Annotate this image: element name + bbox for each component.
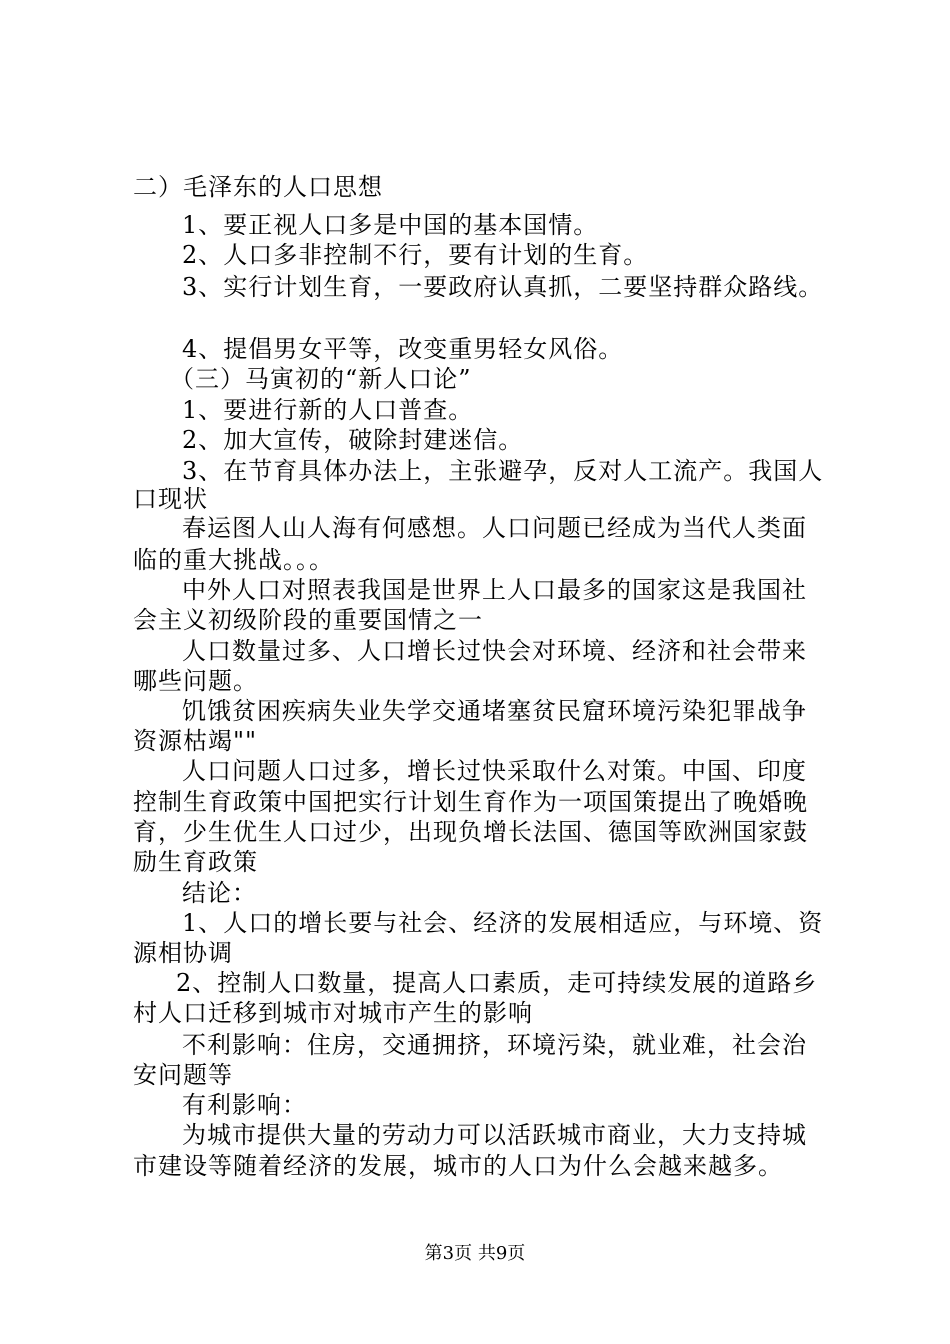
text-line: 中外人口对照表我国是世界上人口最多的国家这是我国社: [182, 576, 807, 604]
text-line: 资源枯竭"": [133, 727, 258, 755]
text-line: 励生育政策: [133, 848, 258, 876]
text-line: 3、在节育具体办法上，主张避孕，反对人工流产。我国人: [182, 457, 824, 485]
text-line: 安问题等: [133, 1061, 233, 1089]
text-line: 为城市提供大量的劳动力可以活跃城市商业，大力支持城: [182, 1121, 807, 1149]
section-heading-mao: 二）毛泽东的人口思想: [133, 173, 383, 201]
text-line: 口现状: [133, 485, 208, 513]
text-line: 人口数量过多、人口增长过快会对环境、经济和社会带来: [182, 637, 807, 665]
text-line: 4、提倡男女平等，改变重男轻女风俗。: [182, 335, 624, 363]
section-heading-ma: （三）马寅初的“新人口论”: [170, 365, 472, 393]
text-line: 哪些问题。: [133, 667, 258, 695]
text-line: 2、控制人口数量，提高人口素质，走可持续发展的道路乡: [176, 969, 818, 997]
text-line: 不利影响：住房，交通拥挤，环境污染，就业难，社会治: [182, 1031, 807, 1059]
text-line: 2、加大宣传，破除封建迷信。: [182, 426, 524, 454]
text-line: 饥饿贫困疾病失业失学交通堵塞贫民窟环境污染犯罪战争: [182, 697, 807, 725]
text-line: 临的重大挑战。。。: [133, 546, 334, 574]
text-line: 会主义初级阶段的重要国情之一: [133, 606, 483, 634]
text-line: 人口问题人口过多，增长过快采取什么对策。中国、印度: [182, 757, 807, 785]
page-footer-number: 第3页 共9页: [424, 1243, 526, 1264]
text-line: 春运图人山人海有何感想。人口问题已经成为当代人类面: [182, 514, 807, 542]
section-heading-conclusion: 结论：: [182, 879, 257, 907]
text-line: 育，少生优生人口过少，出现负增长法国、德国等欧洲国家鼓: [133, 818, 808, 846]
text-line: 市建设等随着经济的发展，城市的人口为什么会越来越多。: [133, 1152, 783, 1180]
text-line: 源相协调: [133, 939, 233, 967]
text-line: 村人口迁移到城市对城市产生的影响: [133, 999, 533, 1027]
text-line: 1、要进行新的人口普查。: [182, 396, 474, 424]
text-line: 控制生育政策中国把实行计划生育作为一项国策提出了晚婚晚: [133, 788, 808, 816]
text-line: 有利影响：: [182, 1091, 307, 1119]
text-line: 2、人口多非控制不行，要有计划的生育。: [182, 241, 649, 269]
text-line: 1、要正视人口多是中国的基本国情。: [182, 211, 599, 239]
text-line: 1、人口的增长要与社会、经济的发展相适应，与环境、资: [182, 909, 824, 937]
text-line: 3、实行计划生育，一要政府认真抓，二要坚持群众路线。: [182, 273, 824, 301]
